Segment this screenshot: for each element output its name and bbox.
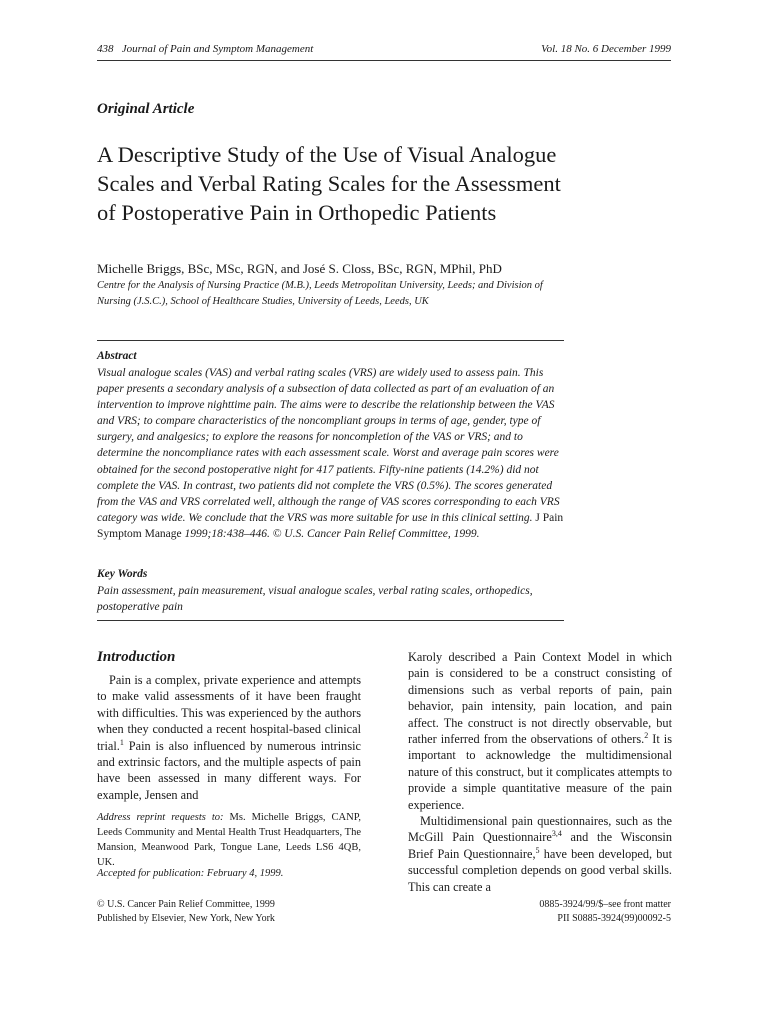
text-run: Multidimensional pain questionnaires, such as the McGill Pain Questionnaire [408, 814, 672, 845]
paragraph [408, 813, 672, 895]
citation-details: 1999;18:438–446. © U.S. Cancer Pain Relief Committee, 1999. [184, 527, 480, 540]
journal-name: Journal of Pain and Symptom Management [121, 43, 314, 55]
article-type: Original Article [97, 101, 195, 117]
paragraph [97, 672, 361, 803]
footer-copyright-block [97, 898, 275, 925]
running-head-rule [97, 60, 671, 61]
reprint-note [97, 810, 361, 870]
keywords-heading: Key Words [97, 568, 148, 580]
paragraph [408, 649, 672, 813]
abstract-text: Visual analogue scales (VAS) and verbal rating scales (VRS) are widely used to assess pain. This paper presents a secondary analysis of a subsection of data collected as part of an evaluation of an intervention to improve nighttime pain. The aims were to describe the relationship between the VAS and VRS; to compare characteristics of the noncompliant groups in terms of age, gender, type of surgery, and analgesics; to explore the reasons for noncompletion of the VAS or VRS; and to determine the noncompliance rates with each assessment scale. Worst and average pain scores were obtained for the second postoperative night for 417 patients. Fifty-nine patients (14.2%) did not complete the VAS. In contrast, two patients did not complete the VRS (0.5%). The scores generated from the VAS and VRS correlated well, although the range of VAS scores corresponding to each VRS category was wide. We conclude that the VRS was more suitable for use in this clinical setting. [97, 367, 560, 524]
running-head-left [97, 43, 313, 55]
reprint-address: Ms. Michelle Briggs, CANP, Leeds Community and Mental Health Trust Headquarters, The Mansion, Meanwood Park, Tongue Lane, Leeds LS6 4QB, UK. [97, 812, 361, 868]
text-run: and the Wisconsin Brief Pain Questionnaire, [408, 830, 672, 861]
right-column-text [408, 649, 672, 895]
reprint-label: Address reprint requests to: [97, 812, 224, 823]
authors: Michelle Briggs, BSc, MSc, RGN, and José S. Closs, BSc, RGN, MPhil, PhD [97, 261, 502, 276]
text-run: Karoly described a Pain Context Model in which pain is considered to be a construct consisting of dimensions such as verbal reports of pain, pain behavior, pain intensity, pain location, and pain affect. The construct is not directly observable, but rather inferred from the observations of others. [408, 650, 672, 747]
issue-info: Vol. 18 No. 6 December 1999 [541, 43, 671, 55]
text-run: It is important to acknowledge the multidimensional nature of this construct, but it complicates attempts to provide a simple quantitative measure of the pain experience. [408, 732, 672, 812]
abstract-heading: Abstract [97, 350, 137, 362]
text-run: have been developed, but successful completion depends on good verbal skills. This can create a [408, 846, 672, 894]
citation-ref: 5 [535, 845, 540, 855]
citation-ref: 3,4 [551, 829, 562, 839]
text-run: Pain is a complex, private experience and attempts to make valid assessments of it have been fraught with difficulties. This was experienced by the authors when they conducted a recent hospital-based clinical trial. [97, 673, 361, 753]
page-number: 438 [97, 43, 114, 55]
introduction-heading: Introduction [97, 649, 176, 665]
citation-ref: 2 [644, 730, 649, 740]
publisher-line: Published by Elsevier, New York, New York [97, 912, 275, 924]
text-run: Pain is also influenced by numerous intrinsic and extrinsic factors, and the multiple aspects of pain have been assessed in many different ways. For example, Jensen and [97, 738, 361, 802]
citation-journal: J Pain Symptom Manage [97, 511, 564, 540]
footer-identifiers [420, 898, 671, 925]
issn-line: 0885-3924/99/$–see front matter [539, 899, 671, 910]
abstract-body [97, 365, 564, 542]
keywords-text: Pain assessment, pain measurement, visual analogue scales, verbal rating scales, orthopedics, postoperative pain [97, 585, 533, 613]
accepted-date: Accepted for publication: February 4, 1999. [97, 868, 284, 879]
affiliation: Centre for the Analysis of Nursing Practice (M.B.), Leeds Metropolitan University, Leeds; and Division of Nursing (J.S.C.), School of Healthcare Studies, University of Leeds, Leeds, UK [97, 280, 543, 307]
abstract-bottom-rule [97, 620, 564, 621]
pii-line: PII S0885-3924(99)00092-5 [557, 912, 671, 924]
abstract-top-rule [97, 340, 564, 341]
citation-ref: 1 [119, 737, 124, 747]
copyright-line: © U.S. Cancer Pain Relief Committee, 1999 [97, 899, 275, 910]
article-title: A Descriptive Study of the Use of Visual Analogue Scales and Verbal Rating Scales for the Assessment of Postoperative Pain in Orthopedic Patients [97, 142, 561, 225]
left-column-text [97, 672, 361, 803]
